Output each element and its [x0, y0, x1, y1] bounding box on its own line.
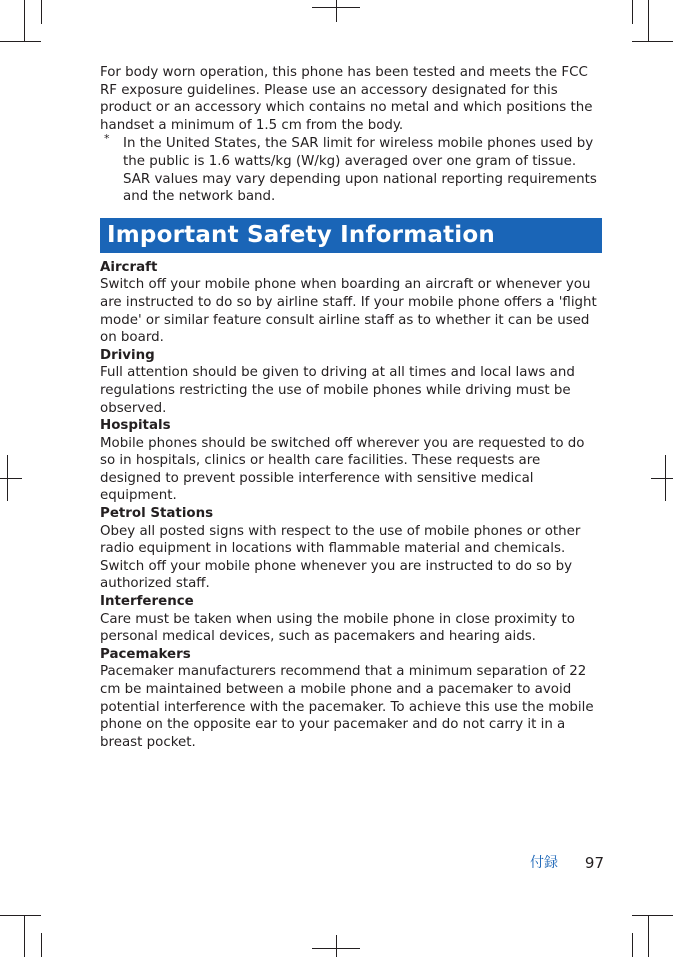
- section-body: Switch off your mobile phone when boarding an aircraft or whenever you are instructed to do so by airline staff. If your mobile phone offers a 'flight mode' or similar feature consult airline staff as to whether it can be used on board.: [100, 277, 597, 346]
- section-heading: Interference: [100, 594, 194, 610]
- section-heading: Driving: [100, 347, 155, 363]
- section-heading: Aircraft: [100, 259, 158, 275]
- sar-footnote: [100, 132, 602, 205]
- section-interference: [100, 593, 602, 646]
- section-aircraft: [100, 259, 602, 347]
- page-footer: [530, 854, 604, 874]
- section-pacemakers: [100, 646, 602, 752]
- footnote-marker: *: [104, 132, 110, 146]
- section-body: Obey all posted signs with respect to the use of mobile phones or other radio equipment in locations with flammable material and chemicals. Switch off your mobile phone whenever you are instructed to do so by authorized staff.: [100, 523, 581, 592]
- page-content: [100, 64, 602, 751]
- footnote-text: In the United States, the SAR limit for wireless mobile phones used by the public is 1.6 watts/kg (W/kg) averaged over one gram of tissue. SAR values may vary depending upon national reporting requirements and the network band.: [123, 136, 597, 205]
- section-body: Pacemaker manufacturers recommend that a minimum separation of 22 cm be maintained between a mobile phone and a pacemaker to avoid potential interference with the pacemaker. To achieve this use the mobile phone on the opposite ear to your pacemaker and do not carry it in a breast pocket.: [100, 664, 594, 750]
- section-body: Full attention should be given to driving at all times and local laws and regulations restricting the use of mobile phones while driving must be observed.: [100, 365, 575, 416]
- section-body: Care must be taken when using the mobile phone in close proximity to personal medical devices, such as pacemakers and hearing aids.: [100, 611, 575, 645]
- section-heading: Pacemakers: [100, 646, 191, 662]
- section-body: Mobile phones should be switched off wherever you are requested to do so in hospitals, clinics or health care facilities. These requests are designed to prevent possible interference with sensitive medical equipment.: [100, 435, 585, 504]
- intro-paragraph: For body worn operation, this phone has been tested and meets the FCC RF exposure guidelines. Please use an accessory designated for this product or an accessory which contains no metal and which positions the handset a minimum of 1.5 cm from the body.: [100, 65, 593, 133]
- section-petrol-stations: [100, 505, 602, 593]
- section-banner: Important Safety Information: [100, 218, 602, 253]
- page-number: 97: [584, 854, 604, 872]
- appendix-label: 付録: [530, 855, 558, 871]
- section-hospitals: [100, 417, 602, 505]
- section-heading: Hospitals: [100, 418, 171, 434]
- section-heading: Petrol Stations: [100, 506, 214, 522]
- section-driving: [100, 347, 602, 417]
